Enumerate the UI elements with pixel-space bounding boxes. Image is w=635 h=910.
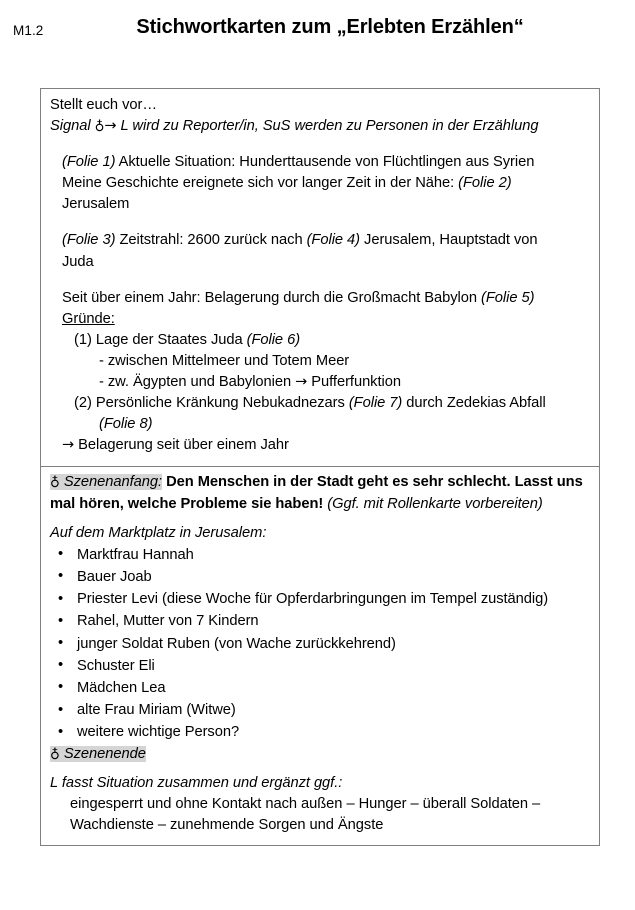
list-item: • Priester Levi (diese Woche für Opferdarbringungen im Tempel zuständig): [50, 588, 590, 610]
reason-2-number: (2): [74, 395, 92, 412]
reason-item-1: [62, 330, 590, 351]
reason-1-number: (1): [74, 331, 92, 348]
list-item: • Marktfrau Hannah: [50, 544, 590, 566]
summary-heading: L fasst Situation zusammen und ergänzt ggf.:: [50, 774, 343, 791]
reason-item-2: [62, 393, 590, 414]
siege-conclusion-text: Belagerung seit über einem Jahr: [74, 437, 289, 454]
reason-1-sub-2-text: - zw. Ägypten und Babylonien: [99, 374, 296, 391]
list-item: • alte Frau Miriam (Witwe): [50, 699, 590, 721]
situation-line-1: [62, 152, 590, 173]
list-item: • Bauer Joab: [50, 566, 590, 588]
list-item: • Rahel, Mutter von 7 Kindern: [50, 610, 590, 632]
scene-start-note: (Ggf. mit Rollenkarte vorbereiten): [323, 495, 543, 512]
sheet-code-label: M1.2: [13, 23, 44, 38]
scene-end-line: [50, 744, 590, 765]
list-item: • Mädchen Lea: [50, 677, 590, 699]
list-item: • weitere wichtige Person?: [50, 721, 590, 743]
siege-text: Seit über einem Jahr: Belagerung durch die Großmacht Babylon: [62, 289, 482, 306]
spacer: [50, 515, 590, 523]
arrow-icon: →: [62, 437, 75, 454]
slide-ref-4: (Folie 4): [306, 232, 361, 249]
bell-icon: ♁: [50, 746, 60, 763]
situation-text-2: Meine Geschichte ereignete sich vor langer Zeit in der Nähe:: [62, 175, 455, 192]
reasons-heading: [62, 309, 590, 330]
block-siege-reasons: [50, 288, 590, 457]
bell-icon: ♁: [50, 475, 60, 492]
reason-2-text: Persönliche Kränkung Nebukadnezars: [91, 395, 349, 412]
reason-1-sub-2: [62, 372, 590, 393]
reason-1-text: Lage der Staates Juda: [91, 331, 247, 348]
slide-ref-1: (Folie 1): [62, 154, 116, 171]
signal-label: Signal: [50, 118, 91, 135]
summary-line-2: Wachdienste – zunehmende Sorgen und Ängste: [70, 816, 384, 833]
slide-ref-2: (Folie 2): [454, 175, 512, 192]
spacer: [50, 215, 590, 230]
scene-start-badge: [50, 474, 162, 490]
arrow-icon: →: [104, 118, 117, 135]
timeline-line-1: [62, 230, 590, 251]
situation-line-3: Jerusalem: [62, 196, 130, 213]
siege-line: [62, 288, 590, 309]
slide-ref-7: (Folie 7): [348, 395, 403, 412]
scene-end-label: Szenenende: [63, 745, 146, 762]
signal-text: L wird zu Reporter/in, SuS werden zu Personen in der Erzählung: [120, 118, 539, 135]
slide-ref-6: (Folie 6): [246, 331, 301, 348]
intro-line: Stellt euch vor…: [50, 97, 157, 113]
slide-ref-3: (Folie 3): [62, 232, 116, 249]
reason-2-slide-line: [62, 414, 590, 435]
siege-conclusion: [62, 435, 590, 456]
reason-2-tail: durch Zedekias Abfall: [402, 395, 546, 412]
signal-line: [50, 116, 590, 137]
situation-line-2: [62, 173, 590, 194]
scene-start-paragraph: [50, 472, 590, 514]
reason-1-sub-1: - zwischen Mittelmeer und Totem Meer: [99, 352, 350, 369]
slide-ref-5: (Folie 5): [481, 289, 535, 306]
block-current-situation: [50, 152, 590, 215]
page-title: Stichwortkarten zum „Erlebten Erzählen“: [136, 16, 524, 38]
timeline-line-2: Juda: [62, 253, 94, 270]
arrow-icon: →: [295, 374, 308, 391]
spacer: [50, 273, 590, 288]
scene-start-instruction: Den Menschen in der Stadt geht es sehr schlecht. Lasst uns mal hören, welche Probleme sie haben!: [50, 474, 583, 512]
keyword-card-table: [40, 88, 600, 846]
spacer: [50, 765, 590, 773]
scene-end-badge: [50, 746, 146, 762]
block-timeline: [50, 230, 590, 272]
page-header: [0, 0, 635, 88]
reasons-heading-text: Gründe:: [62, 310, 115, 327]
card-cell-narration-setup: [41, 89, 599, 466]
reason-1-sub-2-tail: Pufferfunktion: [307, 374, 401, 391]
situation-text-1: Aktuelle Situation: Hunderttausende von Flüchtlingen aus Syrien: [115, 154, 535, 171]
list-item: • Schuster Eli: [50, 655, 590, 677]
slide-ref-8: (Folie 8): [99, 416, 153, 433]
list-item: • junger Soldat Ruben (von Wache zurückkehrend): [50, 633, 590, 655]
spacer: [50, 137, 590, 152]
person-list: [50, 544, 590, 744]
scene-start-label: Szenenanfang:: [63, 474, 163, 491]
bell-icon: ♁: [94, 119, 105, 136]
timeline-text-1: Zeitstrahl: 2600 zurück nach: [115, 232, 307, 249]
timeline-text-2: Jerusalem, Hauptstadt von: [360, 232, 538, 249]
summary-line-1: eingesperrt und ohne Kontakt nach außen – Hunger – überall Soldaten –: [70, 795, 541, 812]
market-heading: Auf dem Marktplatz in Jerusalem:: [50, 524, 267, 541]
card-cell-scene: [41, 466, 599, 844]
